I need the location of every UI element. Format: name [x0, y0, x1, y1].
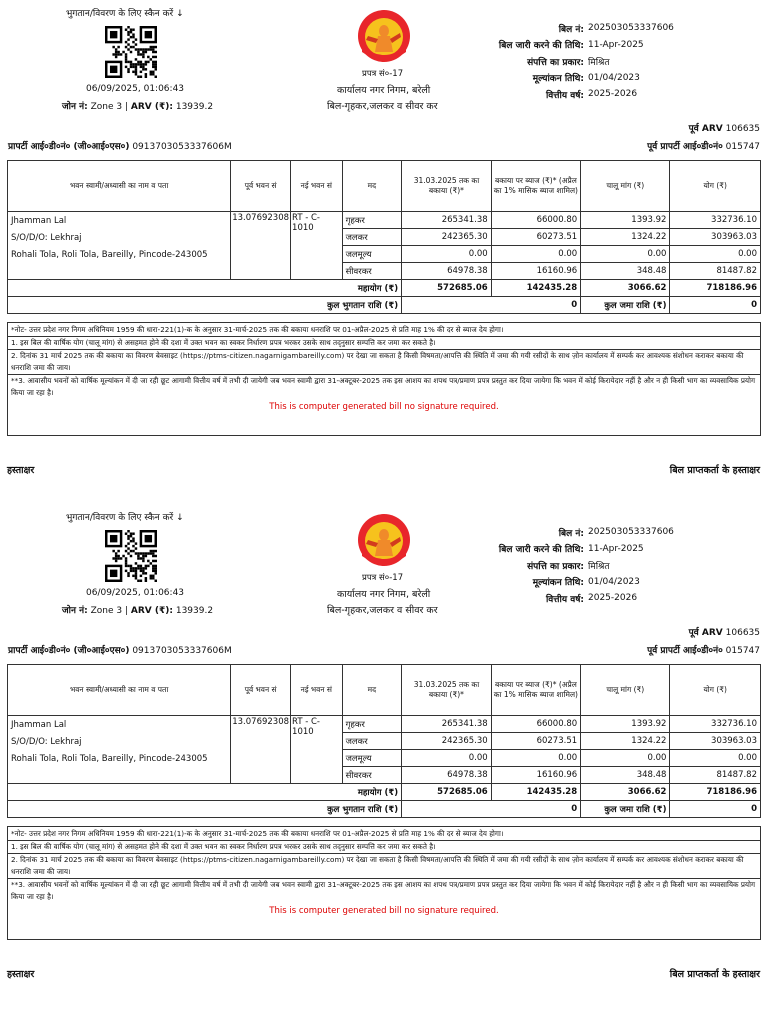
arrears-cell: 64978.38 [402, 767, 491, 784]
note-2: 2. दिनांक 31 मार्च 2025 तक की बकाया का विवरण बेवसाइट (https://ptms-citizen.nagarnigambareilly.com) पर देखा जा सकता है किसी विषमता/आपत्ति की स्थिति में जमा की गयी रसीदों के साथ ज़ोन कार्यालय में सम्पर्क कर आवश्यक संशोधन कराकर बकाया की धनराशि जमा की जाय। [8, 854, 760, 879]
issue-date-row: बिल जारी करने की तिथि: 11-Apr-2025 [498, 543, 644, 556]
table-row [8, 212, 761, 229]
scan-label: भुगतान/विवरण के लिए स्कैन करें ↓ [66, 9, 184, 19]
head-cell: सीवरकर [342, 263, 402, 280]
col-new-number: नई भवन सं [291, 161, 343, 212]
bill-copy-top [0, 0, 768, 500]
deposit-label: कुल जमा राशि (₹) [581, 297, 670, 314]
arrears-cell: 0.00 [402, 246, 491, 263]
arrow-down-icon: ↓ [176, 9, 184, 19]
total-cell: 303963.03 [670, 229, 761, 246]
col-owner: भवन स्वामी/अध्यासी का नाम व पता [8, 161, 231, 212]
total-cell: 332736.10 [670, 212, 761, 229]
grand-total: 718186.96 [670, 280, 761, 297]
col-owner: भवन स्वामी/अध्यासी का नाम व पता [8, 665, 231, 716]
note-1: 1. इस बिल की वार्षिक योग (चालू मांग) से असहमत होने की दशा में उक्त भवन का स्वकर निर्धारण प्रपत्र भरकर उसके साथ तद्नुसार सम्पत्ति कर जमा कर सकते है। [8, 841, 760, 854]
financial-year-row: वित्तीय वर्ष: 2025-2026 [545, 593, 638, 605]
owner-relation: S/O/D/O: Lekhraj [11, 233, 82, 243]
notes-box [7, 322, 761, 436]
col-new-number: नई भवन सं [291, 665, 343, 716]
bill-number-row: बिल नं: 202503053337606 [558, 23, 674, 35]
bill-meta [422, 524, 682, 607]
bill-number-row: बिल नं: 202503053337606 [558, 527, 674, 539]
col-old-number: पूर्व भवन सं [231, 161, 291, 212]
current-cell: 348.48 [581, 767, 670, 784]
interest-cell: 66000.80 [491, 212, 580, 229]
assessment-date-row: मूल्यांकन तिथि: 01/04/2023 [532, 72, 640, 85]
deposit-label: कुल जमा राशि (₹) [581, 801, 670, 818]
note-3: **3. आवासीय भवनों को वार्षिक मूल्यांकन में दी जा रही छूट आगामी वित्तीय वर्ष में तभी दी जायेगी जब भवन स्वामी द्वारा 31-अक्टूबर-2025 तक इस आशय का शपथ पत्र/प्रमाण प्रपत्र प्रस्तुत कर दिया जायेगा कि भवन में कोई किरायेदार नहीं है और न ही किसी भाग का व्यवसायिक प्रयोग किया जा रहा है। [11, 376, 755, 397]
total-cell: 81487.82 [670, 767, 761, 784]
timestamp: 06/09/2025, 01:06:43 [86, 588, 185, 598]
arrears-cell: 64978.38 [402, 263, 491, 280]
owner-address: Rohali Tola, Roli Tola, Bareilly, Pincode-243005 [11, 754, 208, 764]
total-cell: 0.00 [670, 246, 761, 263]
old-building-number: 13.07692308 [231, 716, 291, 784]
computer-generated-note: This is computer generated bill no signature required. [269, 906, 499, 916]
property-id: प्रापर्टी आई०डी०नं० (जी०आई०एस०) 0913703053337606M [8, 646, 232, 656]
col-total: योग (₹) [670, 161, 761, 212]
col-arrears: 31.03.2025 तक का बकाया (₹)* [402, 665, 491, 716]
current-cell: 348.48 [581, 263, 670, 280]
table-header [8, 665, 761, 716]
previous-arv: पूर्व ARV 106635 [688, 124, 760, 134]
nagar-nigam-logo [356, 6, 412, 68]
paid-label: कुल भुगतान राशि (₹) [8, 801, 402, 818]
head-cell: जलकर [342, 733, 402, 750]
grand-interest: 142435.28 [491, 280, 580, 297]
current-cell: 1324.22 [581, 733, 670, 750]
owner-details [8, 212, 231, 280]
arrears-cell: 0.00 [402, 750, 491, 767]
grand-total-label: महायोग (₹) [8, 784, 402, 801]
head-cell: गृहकर [342, 716, 402, 733]
total-cell: 81487.82 [670, 263, 761, 280]
note-interest: *नोट- उत्तर प्रदेश नगर निगम अधिनियम 1959 की धारा-221(1)-क के अनुसार 31-मार्च-2025 तक की बकाया धनराशि पर 01-अप्रैल-2025 से प्रति माह 1% की दर से ब्याज देय होगा। [8, 828, 760, 841]
issue-date-row: बिल जारी करने की तिथि: 11-Apr-2025 [498, 39, 644, 52]
previous-property-id: पूर्व प्रापर्टी आई०डी०नं० 015747 [647, 646, 760, 656]
bill-type: बिल-गृहकर,जलकर व सीवर कर [327, 605, 438, 616]
paid-value: 0 [402, 801, 581, 818]
dues-table [7, 160, 761, 314]
interest-cell: 60273.51 [491, 229, 580, 246]
col-head: मद [342, 665, 402, 716]
head-cell: सीवरकर [342, 767, 402, 784]
grand-arrears: 572685.06 [402, 784, 491, 801]
nagar-nigam-logo [356, 510, 412, 572]
col-head: मद [342, 161, 402, 212]
head-cell: जलकर [342, 229, 402, 246]
note-1: 1. इस बिल की वार्षिक योग (चालू मांग) से असहमत होने की दशा में उक्त भवन का स्वकर निर्धारण प्रपत्र भरकर उसके साथ तद्नुसार सम्पत्ति कर जमा कर सकते है। [8, 337, 760, 350]
deposit-value: 0 [670, 801, 761, 818]
bill-type: बिल-गृहकर,जलकर व सीवर कर [327, 101, 438, 112]
grand-interest: 142435.28 [491, 784, 580, 801]
grand-arrears: 572685.06 [402, 280, 491, 297]
current-cell: 0.00 [581, 750, 670, 767]
signature-label: हस्ताक्षर [7, 465, 35, 476]
grand-total-row [8, 784, 761, 801]
zone-arv-line: जोन नं: Zone 3 | ARV (₹): 13939.2 [62, 102, 214, 112]
owner-address: Rohali Tola, Roli Tola, Bareilly, Pincode-243005 [11, 250, 208, 260]
owner-details [8, 716, 231, 784]
property-type-row: संपत्ति का प्रकार: मिश्रित [527, 57, 610, 68]
office-name: कार्यालय नगर निगम, बरेली [337, 589, 431, 600]
new-building-number: RT - C-1010 [291, 716, 343, 784]
payment-row [8, 297, 761, 314]
new-building-number: RT - C-1010 [291, 212, 343, 280]
head-cell: गृहकर [342, 212, 402, 229]
head-cell: जलमूल्य [342, 246, 402, 263]
bill-meta [422, 20, 682, 103]
previous-property-id: पूर्व प्रापर्टी आई०डी०नं० 015747 [647, 142, 760, 152]
head-cell: जलमूल्य [342, 750, 402, 767]
property-id: प्रापर्टी आई०डी०नं० (जी०आई०एस०) 0913703053337606M [8, 142, 232, 152]
signature-label: हस्ताक्षर [7, 969, 35, 980]
table-header [8, 161, 761, 212]
paid-value: 0 [402, 297, 581, 314]
current-cell: 1393.92 [581, 716, 670, 733]
office-name: कार्यालय नगर निगम, बरेली [337, 85, 431, 96]
note-2: 2. दिनांक 31 मार्च 2025 तक की बकाया का विवरण बेवसाइट (https://ptms-citizen.nagarnigambareilly.com) पर देखा जा सकता है किसी विषमता/आपत्ति की स्थिति में जमा की गयी रसीदों के साथ ज़ोन कार्यालय में सम्पर्क कर आवश्यक संशोधन कराकर बकाया की धनराशि जमा की जाय। [8, 350, 760, 375]
notes-box [7, 826, 761, 940]
interest-cell: 60273.51 [491, 733, 580, 750]
assessment-date-row: मूल्यांकन तिथि: 01/04/2023 [532, 576, 640, 589]
interest-cell: 0.00 [491, 246, 580, 263]
arrears-cell: 242365.30 [402, 229, 491, 246]
computer-generated-note: This is computer generated bill no signature required. [269, 402, 499, 412]
arrears-cell: 242365.30 [402, 733, 491, 750]
bill-copy-bottom [0, 504, 768, 1004]
arrears-cell: 265341.38 [402, 212, 491, 229]
col-interest: बकाया पर ब्याज (₹)* (अप्रैल का 1% मासिक ब्याज शामिल) [491, 161, 580, 212]
total-cell: 0.00 [670, 750, 761, 767]
grand-total-label: महायोग (₹) [8, 280, 402, 297]
interest-cell: 0.00 [491, 750, 580, 767]
dues-table [7, 664, 761, 818]
form-number: प्रपत्र सं०-17 [362, 573, 404, 583]
scan-label: भुगतान/विवरण के लिए स्कैन करें ↓ [66, 513, 184, 523]
interest-cell: 66000.80 [491, 716, 580, 733]
note-3: **3. आवासीय भवनों को वार्षिक मूल्यांकन में दी जा रही छूट आगामी वित्तीय वर्ष में तभी दी जायेगी जब भवन स्वामी द्वारा 31-अक्टूबर-2025 तक इस आशय का शपथ पत्र/प्रमाण प्रपत्र प्रस्तुत कर दिया जायेगा कि भवन में कोई किरायेदार नहीं है और न ही किसी भाग का व्यवसायिक प्रयोग किया जा रहा है। [11, 880, 755, 901]
col-interest: बकाया पर ब्याज (₹)* (अप्रैल का 1% मासिक ब्याज शामिल) [491, 665, 580, 716]
col-old-number: पूर्व भवन सं [231, 665, 291, 716]
grand-current: 3066.62 [581, 280, 670, 297]
grand-current: 3066.62 [581, 784, 670, 801]
arrears-cell: 265341.38 [402, 716, 491, 733]
previous-arv: पूर्व ARV 106635 [688, 628, 760, 638]
col-total: योग (₹) [670, 665, 761, 716]
table-row [8, 716, 761, 733]
interest-cell: 16160.96 [491, 767, 580, 784]
owner-name: Jhamman Lal [11, 216, 67, 226]
old-building-number: 13.07692308 [231, 212, 291, 280]
current-cell: 1324.22 [581, 229, 670, 246]
receiver-signature-label: बिल प्राप्तकर्ता के हस्ताक्षर [669, 969, 760, 980]
arrow-down-icon: ↓ [176, 513, 184, 523]
qr-code[interactable] [105, 26, 157, 78]
form-number: प्रपत्र सं०-17 [362, 69, 404, 79]
grand-total: 718186.96 [670, 784, 761, 801]
qr-code[interactable] [105, 530, 157, 582]
zone-arv-line: जोन नं: Zone 3 | ARV (₹): 13939.2 [62, 606, 214, 616]
interest-cell: 16160.96 [491, 263, 580, 280]
grand-total-row [8, 280, 761, 297]
paid-label: कुल भुगतान राशि (₹) [8, 297, 402, 314]
receiver-signature-label: बिल प्राप्तकर्ता के हस्ताक्षर [669, 465, 760, 476]
timestamp: 06/09/2025, 01:06:43 [86, 84, 185, 94]
note-interest: *नोट- उत्तर प्रदेश नगर निगम अधिनियम 1959 की धारा-221(1)-क के अनुसार 31-मार्च-2025 तक की बकाया धनराशि पर 01-अप्रैल-2025 से प्रति माह 1% की दर से ब्याज देय होगा। [8, 324, 760, 337]
col-current: चालू मांग (₹) [581, 665, 670, 716]
owner-name: Jhamman Lal [11, 720, 67, 730]
payment-row [8, 801, 761, 818]
property-type-row: संपत्ति का प्रकार: मिश्रित [527, 561, 610, 572]
current-cell: 0.00 [581, 246, 670, 263]
col-current: चालू मांग (₹) [581, 161, 670, 212]
financial-year-row: वित्तीय वर्ष: 2025-2026 [545, 89, 638, 101]
deposit-value: 0 [670, 297, 761, 314]
total-cell: 303963.03 [670, 733, 761, 750]
owner-relation: S/O/D/O: Lekhraj [11, 737, 82, 747]
current-cell: 1393.92 [581, 212, 670, 229]
total-cell: 332736.10 [670, 716, 761, 733]
col-arrears: 31.03.2025 तक का बकाया (₹)* [402, 161, 491, 212]
